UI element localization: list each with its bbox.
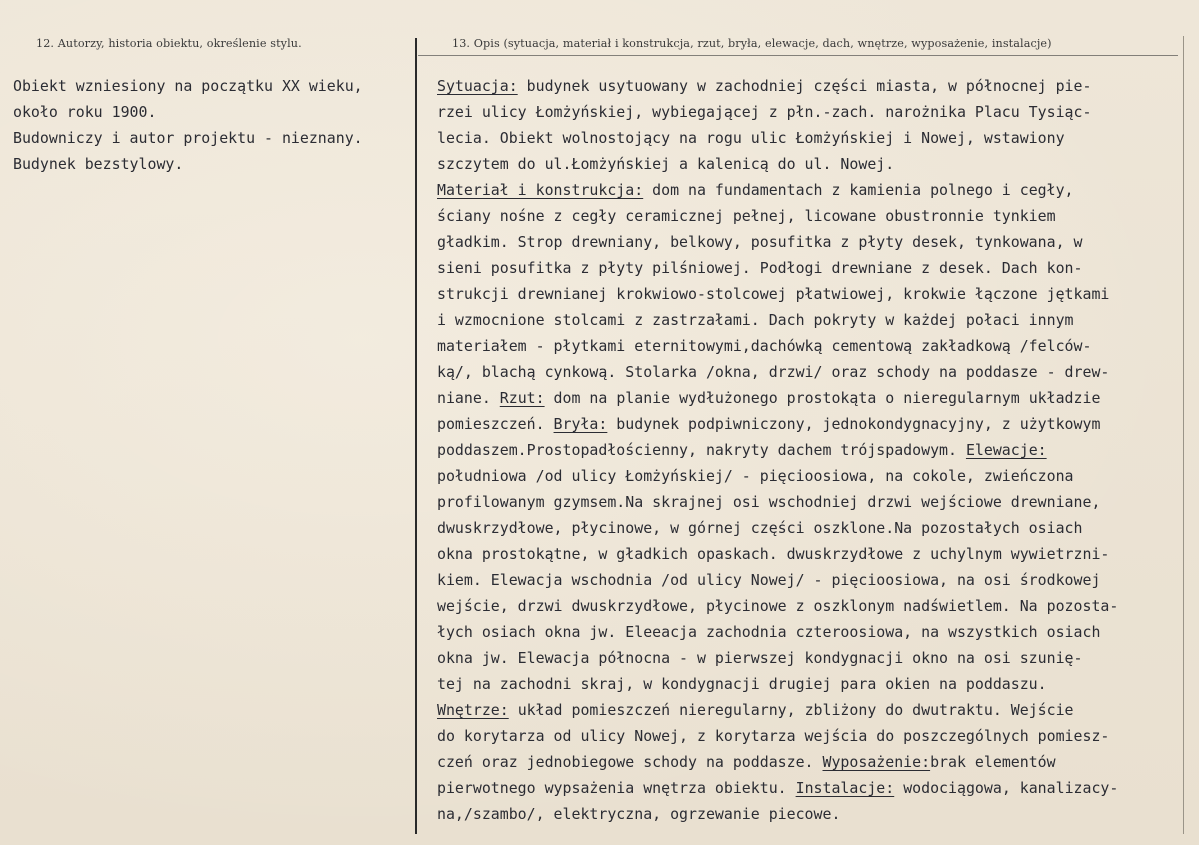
- text-line: [437, 775, 1197, 801]
- text-line: Obiekt wzniesiony na początku XX wieku,: [13, 77, 363, 95]
- text-line: [437, 255, 1197, 281]
- line-text: okna jw. Elewacja północna - w pierwszej kondygnacji okno na osi szunię-: [437, 649, 1083, 667]
- text-line: [437, 463, 1197, 489]
- line-text: strukcji drewnianej krokwiowo-stolcowej płatwiowej, krokwie łączone jętkami: [437, 285, 1110, 303]
- text-line: [437, 411, 1197, 437]
- line-text: pomieszczeń.: [437, 415, 554, 433]
- line-text: wejście, drzwi dwuskrzydłowe, płycinowe z oszklonym nadświetlem. Na pozosta-: [437, 597, 1119, 615]
- text-line: [437, 203, 1197, 229]
- line-text: czeń oraz jednobiegowe schody na poddasze.: [437, 753, 823, 771]
- text-line: [437, 99, 1197, 125]
- section-label: Instalacje:: [795, 779, 895, 797]
- text-line: [437, 151, 1197, 177]
- line-text: łych osiach okna jw. Eleeacja zachodnia czteroosiowa, na wszystkich osiach: [437, 623, 1101, 641]
- line-text: rzei ulicy Łomżyńskiej, wybiegającej z płn.-zach. narożnika Placu Tysiąc-: [437, 103, 1092, 121]
- text-line: [437, 541, 1197, 567]
- line-text: na,/szambo/, elektryczna, ogrzewanie piecowe.: [437, 805, 841, 823]
- text-line: około roku 1900.: [13, 103, 157, 121]
- text-line: Budowniczy i autor projektu - nieznany.: [13, 129, 363, 147]
- line-text: szczytem do ul.Łomżyńskiej a kalenicą do ul. Nowej.: [437, 155, 895, 173]
- line-text: pierwotnego wypsażenia wnętrza obiektu.: [437, 779, 796, 797]
- text-line: Budynek bezstylowy.: [13, 155, 184, 173]
- text-line: [437, 645, 1197, 671]
- line-text: ką/, blachą cynkową. Stolarka /okna, drzwi/ oraz schody na poddasze - drew-: [437, 363, 1110, 381]
- line-text: lecia. Obiekt wolnostojący na rogu ulic Łomżyńskiej i Nowej, wstawiony: [437, 129, 1065, 147]
- section-12-body: [13, 73, 408, 177]
- text-line: [437, 281, 1197, 307]
- line-text: dom na planie wydłużonego prostokąta o nieregularnym układzie: [544, 389, 1101, 407]
- text-line: [437, 229, 1197, 255]
- header-rule: [418, 55, 1178, 56]
- text-line: [437, 671, 1197, 697]
- section-label: Bryła:: [553, 415, 608, 433]
- line-text: ściany nośne z cegły ceramicznej pełnej, licowane obustronnie tynkiem: [437, 207, 1056, 225]
- line-text: południowa /od ulicy Łomżyńskiej/ - pięcioosiowa, na cokole, zwieńczona: [437, 467, 1074, 485]
- text-line: [437, 515, 1197, 541]
- line-text: dom na fundamentach z kamienia polnego i cegły,: [643, 181, 1074, 199]
- column-divider: [415, 38, 417, 834]
- text-line: [437, 749, 1197, 775]
- line-text: brak elementów: [930, 753, 1056, 771]
- line-text: okna prostokątne, w gładkich opaskach. dwuskrzydłowe z uchylnym wywietrzni-: [437, 545, 1110, 563]
- section-label: Wyposażenie:: [822, 753, 931, 771]
- section-13-body: [437, 73, 1197, 827]
- text-line: [437, 385, 1197, 411]
- section-label: Elewacje:: [965, 441, 1047, 459]
- section-label: Sytuacja:: [437, 77, 518, 95]
- text-line: [437, 697, 1197, 723]
- line-text: sieni posufitka z płyty pilśniowej. Podłogi drewniane z desek. Dach kon-: [437, 259, 1083, 277]
- text-line: [437, 125, 1197, 151]
- text-line: [437, 801, 1197, 827]
- text-line: [437, 307, 1197, 333]
- section-label: Wnętrze:: [437, 701, 509, 719]
- line-text: i wzmocnione stolcami z zastrzałami. Dach pokryty w każdej połaci innym: [437, 311, 1074, 329]
- line-text: niane.: [437, 389, 500, 407]
- section-13-header: 13. Opis (sytuacja, materiał i konstrukcja, rzut, bryła, elewacje, dach, wnętrze, wyposażenie, instalacje): [452, 37, 1052, 50]
- line-text: budynek usytuowany w zachodniej części miasta, w północnej pie-: [517, 77, 1092, 95]
- line-text: materiałem - płytkami eternitowymi,dachówką cementową zakładkową /felców-: [437, 337, 1092, 355]
- line-text: poddaszem.Prostopadłościenny, nakryty dachem trójspadowym.: [437, 441, 966, 459]
- text-line: [437, 619, 1197, 645]
- section-label: Rzut:: [499, 389, 545, 407]
- text-line: [437, 177, 1197, 203]
- line-text: układ pomieszczeń nieregularny, zbliżony do dwutraktu. Wejście: [508, 701, 1074, 719]
- line-text: tej na zachodni skraj, w kondygnacji drugiej para okien na poddaszu.: [437, 675, 1047, 693]
- line-text: kiem. Elewacja wschodnia /od ulicy Nowej/ - pięcioosiowa, na osi środkowej: [437, 571, 1101, 589]
- text-line: [437, 489, 1197, 515]
- text-line: [437, 359, 1197, 385]
- line-text: profilowanym gzymsem.Na skrajnej osi wschodniej drzwi wejściowe drewniane,: [437, 493, 1101, 511]
- text-line: [437, 437, 1197, 463]
- text-line: [437, 73, 1197, 99]
- section-label: Materiał i konstrukcja:: [437, 181, 644, 199]
- text-line: [437, 333, 1197, 359]
- line-text: do korytarza od ulicy Nowej, z korytarza wejścia do poszczególnych pomiesz-: [437, 727, 1110, 745]
- text-line: [437, 593, 1197, 619]
- line-text: dwuskrzydłowe, płycinowe, w górnej części oszklone.Na pozostałych osiach: [437, 519, 1083, 537]
- text-line: [437, 567, 1197, 593]
- text-line: [437, 723, 1197, 749]
- section-12-header: 12. Autorzy, historia obiektu, określenie stylu.: [36, 37, 302, 50]
- line-text: budynek podpiwniczony, jednokondygnacyjny, z użytkowym: [607, 415, 1101, 433]
- line-text: wodociągowa, kanalizacy-: [894, 779, 1119, 797]
- line-text: gładkim. Strop drewniany, belkowy, posufitka z płyty desek, tynkowana, w: [437, 233, 1083, 251]
